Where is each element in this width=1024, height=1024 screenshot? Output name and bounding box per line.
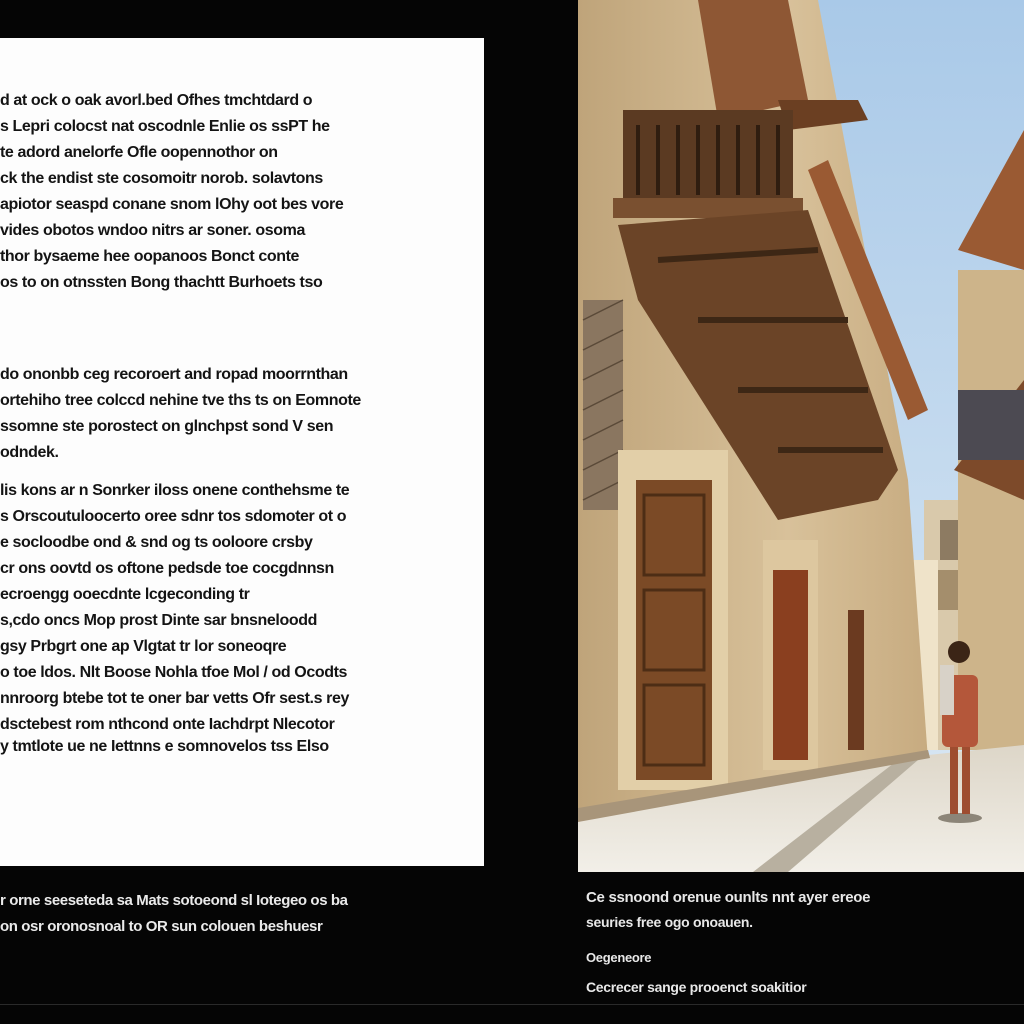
caption-line: r orne seeseteda sa Mats sotoeond sl Iotegeo os ba <box>0 892 348 909</box>
second-door <box>773 570 808 760</box>
photo-illustration <box>578 0 1024 872</box>
left-caption <box>0 888 470 940</box>
caption-line: seuries free ogo onoauen. <box>586 914 753 930</box>
text-line: s Orscoutuloocerto oree sdnr tos sdomoter ot o <box>0 508 347 525</box>
caption-line: Oegeneore <box>586 950 652 965</box>
text-line: apiotor seaspd conane snom lOhy oot bes vore <box>0 196 344 213</box>
lattice-panel <box>583 300 623 510</box>
street-scene-photo <box>578 0 1024 872</box>
paragraph-4 <box>0 734 478 760</box>
text-line: y tmtlote ue ne Iettnns e somnovelos tss Elso <box>0 738 329 755</box>
text-line: dsctebest rom nthcond onte Iachdrpt Nlecotor <box>0 716 335 733</box>
text-line: s,cdo oncs Mop prost Dinte sar bnsneloodd <box>0 612 317 629</box>
text-line: vides obotos wndoo nitrs ar soner. osoma <box>0 222 305 239</box>
right-balcony <box>958 390 1024 460</box>
text-line: lis kons ar n Sonrker iloss onene conthehsme te <box>0 482 350 499</box>
wooden-balcony <box>623 110 793 205</box>
bottom-divider <box>0 1004 1024 1005</box>
third-door <box>848 610 864 750</box>
paragraph-2 <box>0 362 478 466</box>
caption-line: Cecrecer sange prooenct soakitior <box>586 979 807 995</box>
right-caption <box>586 886 1018 998</box>
wooden-door <box>636 480 712 780</box>
text-line: te adord anelorfe Ofle oopennothor on <box>0 144 278 161</box>
text-line: ortehiho tree colccd nehine tve ths ts on Eomnote <box>0 392 361 409</box>
text-line: cr ons oovtd os oftone pedsde toe cocgdnnsn <box>0 560 334 577</box>
paragraph-1 <box>0 88 478 296</box>
text-line: do ononbb ceg recoroert and ropad moorrnthan <box>0 366 348 383</box>
text-line: gsy Prbgrt one ap Vlgtat tr lor soneoqre <box>0 638 287 655</box>
text-line: nnroorg btebe tot te oner bar vetts Ofr sest.s rey <box>0 690 349 707</box>
caption-line: on osr oronosnoal to OR sun colouen beshuesr <box>0 918 323 935</box>
text-line: odndek. <box>0 444 59 461</box>
left-text-page <box>0 38 484 866</box>
text-line: s Lepri colocst nat oscodnle Enlie os ssPT he <box>0 118 330 135</box>
text-line: e socloodbe ond & snd og ts ooloore crsby <box>0 534 313 551</box>
text-line: thor bysaeme hee oopanoos Bonct conte <box>0 248 300 265</box>
text-line: ecroengg ooecdnte lcgeconding tr <box>0 586 250 603</box>
paragraph-3 <box>0 478 478 738</box>
caption-line: Ce ssnoond orenue ounlts nnt ayer ereoe <box>586 889 871 906</box>
text-line: ck the endist ste cosomoitr norob. solavtons <box>0 170 323 187</box>
text-line: ssomne ste porostect on glnchpst sond V sen <box>0 418 334 435</box>
text-line: o toe ldos. Nlt Boose Nohla tfoe Mol / od Ocodts <box>0 664 348 681</box>
text-line: d at ock o oak avorl.bed Ofhes tmchtdard o <box>0 92 313 109</box>
text-line: os to on otnssten Bong thachtt Burhoets tso <box>0 274 323 291</box>
